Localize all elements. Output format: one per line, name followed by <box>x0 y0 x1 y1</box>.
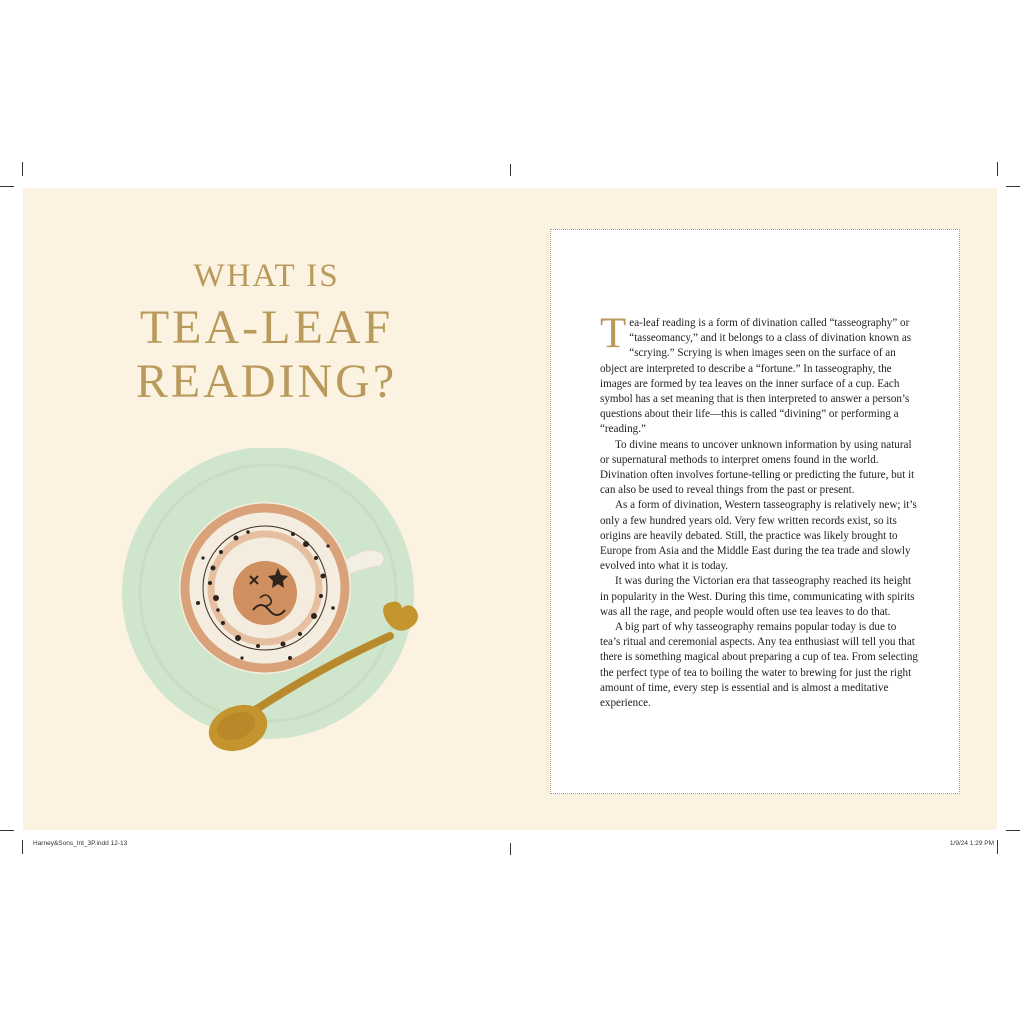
crop-mark <box>22 162 23 176</box>
crop-mark <box>510 164 511 176</box>
crop-mark <box>510 843 511 855</box>
paragraph: To divine means to uncover unknown information by using natural or supernatural methods to interpret omens found in the world. Divination often involves fortune-telling or predicting the future, but it can also be used to reveal things from the past or present. <box>600 438 915 497</box>
paragraph: As a form of divination, Western tasseography is relatively new; it’s only a few hundred years old. Very few written records exist, so its origins are heavily debated. Still, the practice was likely brought to Europe from Asia and the Middle East during the tea trade and slowly evolved into what it is today. <box>600 499 917 573</box>
title-line-3: READING? <box>135 355 398 408</box>
cup-bottom <box>233 561 297 625</box>
tea-cup-illustration <box>118 448 438 768</box>
title-line-2: TEA-LEAF <box>139 301 394 354</box>
title-line-1: WHAT IS <box>193 258 340 294</box>
crop-mark <box>997 162 998 176</box>
crop-mark <box>997 840 998 854</box>
paragraph: A big part of why tasseography remains popular today is due to tea’s ritual and ceremonial aspects. Any tea enthusiast will tell you that there is something magical about preparing a cup of tea. From selecting the perfect type of tea to boiling the water to brewing for just the right amount of time, every step is essential and is almost a meditative experience. <box>600 621 918 710</box>
crop-mark <box>0 186 14 187</box>
paragraph <box>600 310 918 438</box>
slug-timestamp: 1/9/24 1:29 PM <box>949 840 994 847</box>
article-body <box>600 310 918 711</box>
slug-filename: Harney&Sons_Int_3P.indd 12-13 <box>33 840 128 847</box>
drop-cap: T <box>600 310 627 357</box>
crop-mark <box>0 830 14 831</box>
crop-mark <box>22 840 23 854</box>
crop-mark <box>1006 186 1020 187</box>
crop-mark <box>1006 830 1020 831</box>
paragraph: It was during the Victorian era that tasseography reached its height in popularity in the West. During this time, communicating with spirits was all the rage, and people would often use tea leaves to do that. <box>600 575 915 618</box>
paragraph-text: ea-leaf reading is a form of divination called “tasseography” or “tasseomancy,” and it belongs to a class of divination known as “scrying.” Scrying is when images seen on the surface of an object are interpreted to describe a “fortune.” In tasseography, the images are formed by tea leaves on the inner surface of a cup. Each symbol has a set meaning that is then interpreted to answer a person’s questions about their life—this is called “divining” or performing a “reading.” <box>600 317 912 436</box>
